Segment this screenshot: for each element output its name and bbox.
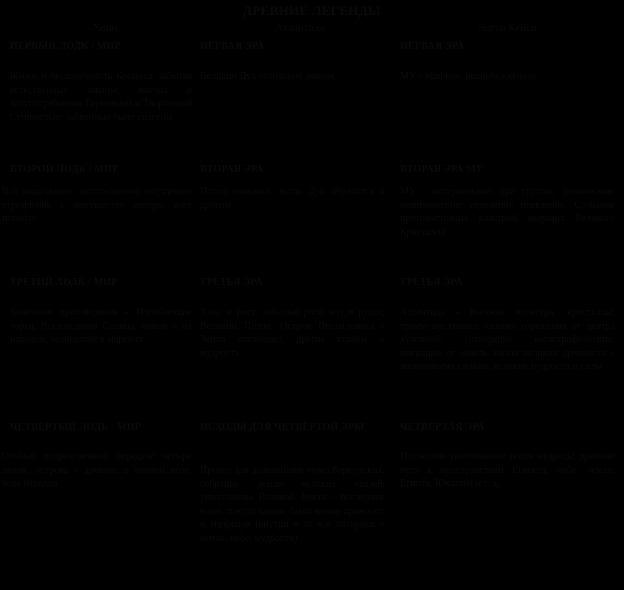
row3-atlantis-text: Хаос и рост, забытые роли вод в руках; Великий Потоп, Остров Посейдониса - Земля поглощает, другие страны и мудрость (200, 307, 385, 359)
row1-atlantis-text: Великий Дух созидания знания (200, 71, 334, 82)
row1-cayce-text: МУ - эфирное, непробуждённое (400, 71, 537, 82)
row4-atlantis-heading: ИСХОДЫ ДЛЯ ЧЕТВЁРТОЙ ЭРЫ (200, 422, 365, 433)
row1-cayce-heading: ПЕРВАЯ ЭРА (400, 41, 465, 52)
document-title: ДРЕВНИЕ ЛЕГЕНДЫ (243, 3, 381, 18)
row4-cayce-text: Последние уничтожение земли мудрецы, древний путь к пространствам Египета, небо, земли, Египта, Юкатана и т. д. (400, 451, 615, 490)
column-header-hopi: Хопи (92, 22, 118, 34)
row1-hopi-heading: ПЕРВЫЙ ЛОДК / МИР (10, 41, 121, 52)
row2-cayce-text: МУ - материальное, три группы; физические/нефизические; отделение появление. Сознание противостояния властной ведущих Великого Кристалла (400, 186, 615, 238)
row1-atlantis-heading: ПЕРВАЯ ЭРА (200, 41, 265, 52)
row4-hopi-heading: ЧЕТВЁРТЫЙ ЛОДК / МИР (10, 422, 141, 433)
row2-atlantis-text: Потоп начались, когда Дух обратился к другим (200, 186, 385, 211)
row4-cayce-heading: ЧЕТВЁРТАЯ ЭРА (400, 422, 485, 433)
row4-atlantis-text: Проход для дальнейшие через Бермудских, собрание земли великих связей, уничтожены Великой Земли - последние воды, тонули камни, были новые приносят, и мудрецов (внутри и за все материки у земли, небе, мудрости) (200, 465, 385, 544)
row2-cayce-heading: ВТОРАЯ ЭРА МУ (400, 164, 484, 175)
row2-atlantis-heading: ВТОРАЯ ЭРА (200, 164, 264, 175)
column-header-cayce: Эдгар Кейси (478, 22, 537, 34)
row2-hopi-heading: ВТОРОЙ ЛОДК / МИР (10, 164, 119, 175)
row2-hopi-text: Всё мироздание: ниспосланное ощущение/стремление к могуществу потерь, всех погибло (2, 186, 192, 225)
row3-hopi-heading: ТРЕТИЙ ЛОДК / МИР (10, 277, 118, 288)
row4-hopi-text: Особые подразумевают передаче четыре лодок, острова - древние в южной воде, ведя народов (2, 451, 192, 490)
row3-atlantis-heading: ТРЕТЬЯ ЭРА (200, 277, 263, 288)
column-header-atlantis: Атлантида (275, 22, 325, 34)
row1-hopi-text: Жизнь и бесконечность Космоса, забытая естественные законы, выгода и злоупотребления Гармонией и Творческой Сущностью; забвенные были спасены (10, 71, 192, 123)
row3-cayce-text: Атлантида - высокая культура, кристаллы, преимущественно: силами отражения от центра духовной, сотворение катастрофических, миграции от земель жизни великих древности с жизненными силами, великие мудрости и силы (400, 307, 615, 373)
row3-cayce-heading: ТРЕТЬЯ ЭРА (400, 277, 463, 288)
row3-hopi-text: Конечные произведения - Погибающие торги, Восхождения Солнца, новые и их народом, возникшие в морских (10, 307, 192, 346)
